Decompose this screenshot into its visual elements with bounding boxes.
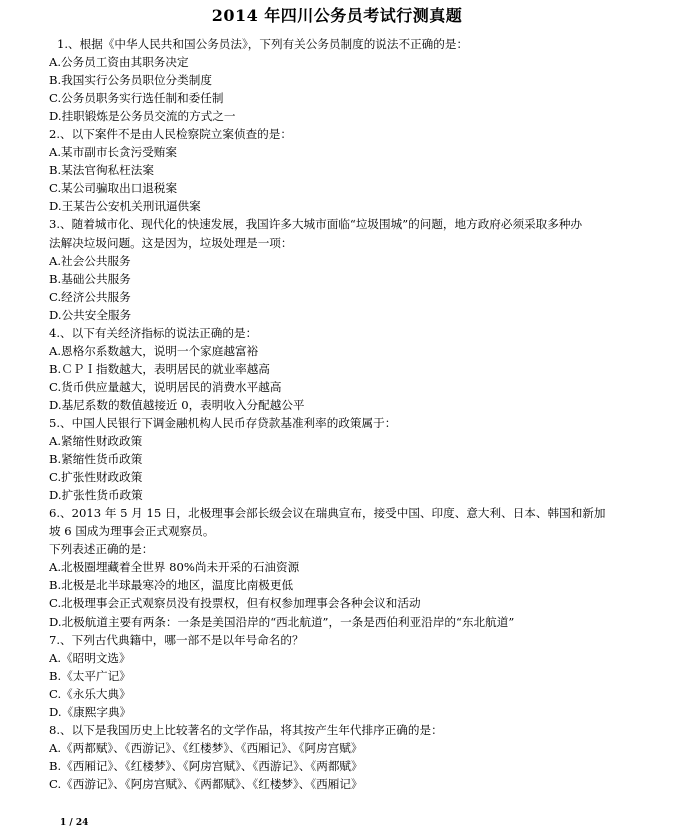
answer-option: C.公务员职务实行选任制和委任制 [49,91,224,106]
answer-option: B.我国实行公务员职位分类制度 [49,73,212,88]
answer-option: D.基尼系数的数值越接近 0，表明收入分配越公平 [49,397,305,412]
question-stem: 4.、以下有关经济指标的说法正确的是： [49,325,258,340]
answer-option: C.某公司骗取出口退税案 [49,181,178,196]
answer-option: D.《康熙字典》 [49,704,132,719]
answer-option: B.某法官徇私枉法案 [49,163,154,178]
question-stem: 3.、随着城市化、现代化的快速发展，我国许多大城市面临“垃圾围城”的问题，地方政府必须采取多种办 [49,217,583,232]
answer-option: A.某市副市长贪污受贿案 [49,145,177,160]
answer-option: B.紧缩性货币政策 [49,452,143,467]
answer-option: B.《太平广记》 [49,668,131,683]
answer-option: B.ＣＰＩ指数越大，表明居民的就业率越高 [49,361,270,376]
answer-option: B.基础公共服务 [49,271,131,286]
text-line: 法解决垃圾问题。这是因为，垃圾处理是一项： [49,235,293,250]
page-title: 2014 年四川公务员考试行测真题 [211,6,463,25]
question-stem: 6.、2013 年 5 月 15 日，北极理事会部长级会议在瑞典宣布，接受中国、印度、意大利、日本、韩国和新加 [49,506,606,521]
answer-option: C.《永乐大典》 [49,686,131,701]
answer-option: D.北极航道主要有两条：一条是美国沿岸的“西北航道”，一条是西伯利亚沿岸的“东北航道” [49,614,515,629]
page-number: 1 / 24 [60,818,89,828]
text-line: 坡 6 国成为理事会正式观察员。 [49,524,215,539]
answer-option: A.公务员工资由其职务决定 [49,55,189,70]
answer-option: D.挂职锻炼是公务员交流的方式之一 [49,109,236,124]
answer-option: C.《西游记》、《阿房宫赋》、《两都赋》、《红楼梦》、《西厢记》 [49,776,363,791]
answer-option: C.扩张性财政政策 [49,470,143,485]
answer-option: A.紧缩性财政政策 [49,434,143,449]
question-stem: 7.、下列古代典籍中，哪一部不是以年号命名的？ [49,632,304,647]
answer-option: C.北极理事会正式观察员没有投票权，但有权参加理事会各种会议和活动 [49,596,421,611]
answer-option: D.扩张性货币政策 [49,488,143,503]
answer-option: B.《西厢记》、《红楼梦》、《阿房宫赋》、《西游记》、《两都赋》 [49,758,363,773]
answer-option: B.北极是北半球最寒冷的地区，温度比南极更低 [49,578,294,593]
question-stem: 5.、中国人民银行下调金融机构人民币存贷款基准利率的政策属于： [49,415,397,430]
text-line: 下列表述正确的是： [49,542,154,557]
answer-option: A.《昭明文选》 [49,650,131,665]
answer-option: D.王某告公安机关刑讯逼供案 [49,199,201,214]
question-stem: 1.、根据《中华人民共和国公务员法》，下列有关公务员制度的说法不正确的是： [57,37,469,51]
question-stem: 8.、以下是我国历史上比较著名的文学作品，将其按产生年代排序正确的是： [49,722,443,737]
answer-option: A.北极圈埋藏着全世界 80%尚未开采的石油资源 [49,560,300,575]
answer-option: A.《两都赋》、《西游记》、《红楼梦》、《西厢记》、《阿房宫赋》 [49,740,363,755]
answer-option: C.货币供应量越大，说明居民的消费水平越高 [49,379,282,394]
answer-option: A.恩格尔系数越大，说明一个家庭越富裕 [49,343,259,358]
answer-option: D.公共安全服务 [49,307,132,322]
question-stem: 2.、以下案件不是由人民检察院立案侦查的是： [49,127,292,142]
answer-option: A.社会公共服务 [49,253,131,268]
answer-option: C.经济公共服务 [49,289,131,304]
question-text [49,35,639,793]
